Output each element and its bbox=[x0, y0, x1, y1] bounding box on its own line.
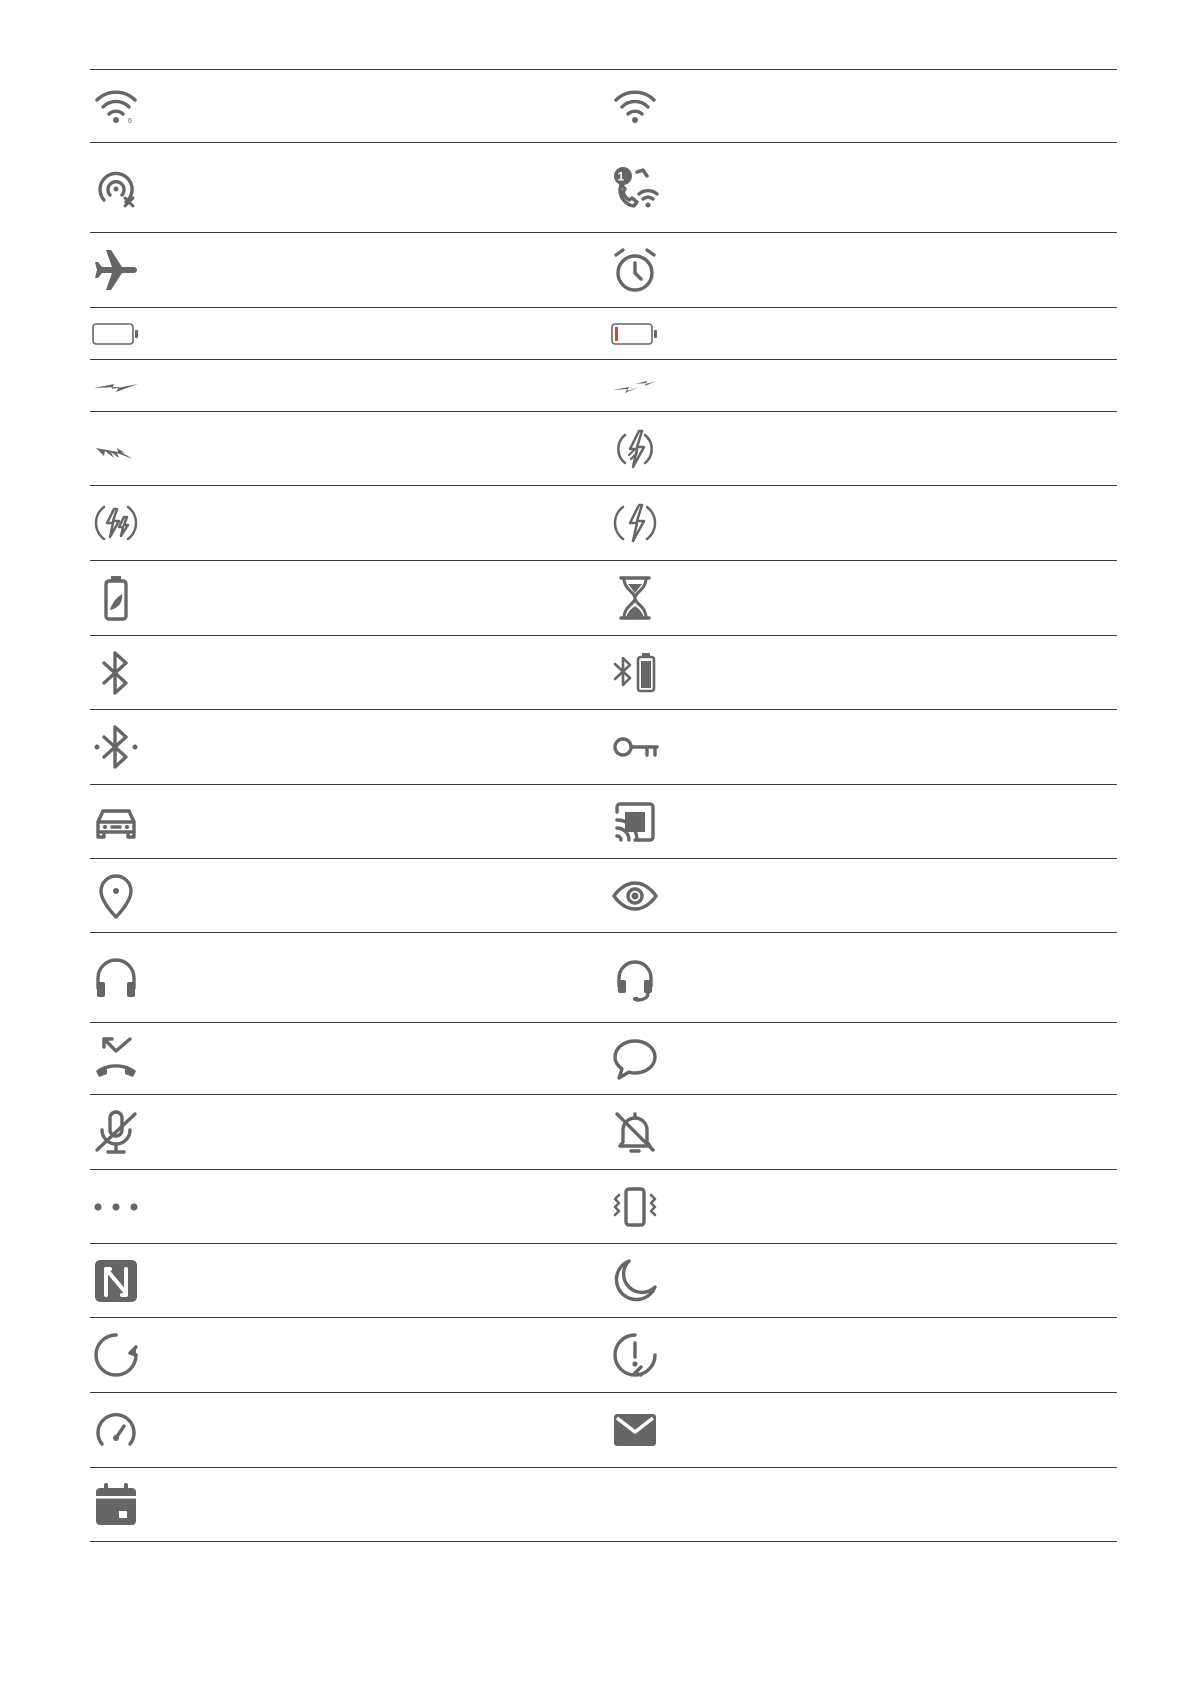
right-cell bbox=[609, 374, 1121, 398]
table-row bbox=[90, 859, 1117, 933]
digital-balance-hourglass-icon bbox=[611, 574, 659, 622]
left-cell bbox=[90, 82, 609, 130]
right-cell bbox=[609, 1035, 1121, 1083]
right-cell bbox=[609, 1257, 1121, 1305]
left-cell bbox=[90, 1481, 609, 1529]
wifi-icon bbox=[611, 82, 659, 130]
airplane-mode-icon bbox=[92, 246, 140, 294]
bluetooth-battery-icon bbox=[611, 649, 659, 697]
right-cell bbox=[609, 1331, 1121, 1379]
left-cell bbox=[90, 434, 609, 464]
left-cell bbox=[90, 1108, 609, 1156]
table-row bbox=[90, 1244, 1117, 1318]
left-cell bbox=[90, 872, 609, 920]
alarm-icon bbox=[611, 246, 659, 294]
fast-charging-icon bbox=[611, 374, 659, 398]
table-row bbox=[90, 1170, 1117, 1244]
right-cell bbox=[609, 649, 1121, 697]
charging-icon bbox=[92, 374, 140, 398]
wifi-6-icon bbox=[92, 82, 140, 130]
table-row bbox=[90, 1023, 1117, 1095]
eye-comfort-icon bbox=[611, 872, 659, 920]
table-row bbox=[90, 69, 1117, 143]
headset-mic-icon bbox=[611, 954, 659, 1002]
svg-text:6: 6 bbox=[128, 118, 132, 125]
syncing-icon bbox=[92, 1331, 140, 1379]
more-notifications-icon bbox=[92, 1183, 140, 1231]
right-cell bbox=[609, 1183, 1121, 1231]
table-row bbox=[90, 1318, 1117, 1393]
silent-mode-icon bbox=[611, 1108, 659, 1156]
status-icon-table bbox=[90, 69, 1117, 1542]
right-cell bbox=[609, 246, 1121, 294]
left-cell bbox=[90, 798, 609, 846]
left-cell bbox=[90, 499, 609, 547]
svg-text:1: 1 bbox=[617, 169, 625, 183]
table-row bbox=[90, 233, 1117, 308]
left-cell bbox=[90, 1183, 609, 1231]
left-cell bbox=[90, 723, 609, 771]
email-icon bbox=[611, 1406, 659, 1454]
left-cell bbox=[90, 322, 609, 346]
battery-low-icon bbox=[611, 322, 659, 346]
mic-off-icon bbox=[92, 1108, 140, 1156]
power-saving-icon bbox=[92, 574, 140, 622]
left-cell bbox=[90, 374, 609, 398]
left-cell bbox=[90, 246, 609, 294]
bluetooth-icon bbox=[92, 649, 140, 697]
left-cell bbox=[90, 1406, 609, 1454]
table-row bbox=[90, 308, 1117, 360]
left-cell bbox=[90, 164, 609, 212]
nfc-icon bbox=[92, 1257, 140, 1305]
calendar-event-icon bbox=[92, 1481, 140, 1529]
right-cell bbox=[609, 954, 1121, 1002]
right-cell bbox=[609, 872, 1121, 920]
table-row bbox=[90, 636, 1117, 710]
battery-empty-icon bbox=[92, 322, 140, 346]
wireless-super-charging-icon bbox=[611, 425, 659, 473]
right-cell bbox=[609, 164, 1121, 212]
left-cell bbox=[90, 574, 609, 622]
bluetooth-connected-icon bbox=[92, 723, 140, 771]
wifi-calling-sim1-icon bbox=[611, 164, 659, 212]
super-charging-icon bbox=[92, 434, 140, 464]
missed-call-icon bbox=[92, 1035, 140, 1083]
vpn-key-icon bbox=[611, 723, 659, 771]
vibrate-icon bbox=[611, 1183, 659, 1231]
right-cell bbox=[609, 499, 1121, 547]
left-cell bbox=[90, 1035, 609, 1083]
right-cell bbox=[609, 574, 1121, 622]
table-row bbox=[90, 1095, 1117, 1170]
table-row bbox=[90, 486, 1117, 561]
message-icon bbox=[611, 1035, 659, 1083]
right-cell bbox=[609, 1406, 1121, 1454]
right-cell bbox=[609, 1108, 1121, 1156]
table-row bbox=[90, 1393, 1117, 1468]
location-icon bbox=[92, 872, 140, 920]
right-cell bbox=[609, 723, 1121, 771]
do-not-disturb-icon bbox=[611, 1257, 659, 1305]
headphones-icon bbox=[92, 954, 140, 1002]
left-cell bbox=[90, 954, 609, 1002]
table-row bbox=[90, 412, 1117, 486]
left-cell bbox=[90, 649, 609, 697]
table-row bbox=[90, 933, 1117, 1023]
wireless-charging-icon bbox=[611, 499, 659, 547]
table-row bbox=[90, 561, 1117, 636]
performance-mode-icon bbox=[92, 1406, 140, 1454]
table-row bbox=[90, 360, 1117, 412]
hotspot-disconnected-icon bbox=[92, 164, 140, 212]
projection-icon bbox=[611, 798, 659, 846]
right-cell bbox=[609, 322, 1121, 346]
left-cell bbox=[90, 1257, 609, 1305]
sync-failed-icon bbox=[611, 1331, 659, 1379]
table-row bbox=[90, 710, 1117, 785]
table-row bbox=[90, 785, 1117, 859]
table-row bbox=[90, 143, 1117, 233]
right-cell bbox=[609, 798, 1121, 846]
driving-mode-icon bbox=[92, 798, 140, 846]
left-cell bbox=[90, 1331, 609, 1379]
table-row bbox=[90, 1468, 1117, 1542]
right-cell bbox=[609, 82, 1121, 130]
right-cell bbox=[609, 425, 1121, 473]
wireless-fast-charging-icon bbox=[92, 499, 140, 547]
